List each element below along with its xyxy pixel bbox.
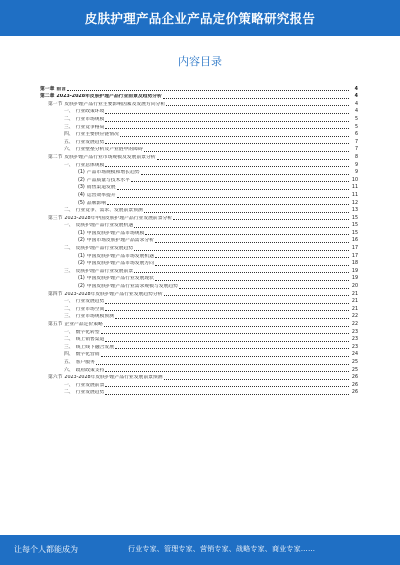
toc-entry-number: 二、 <box>64 208 74 214</box>
toc-leader-dots <box>101 356 349 357</box>
toc-leader-dots <box>105 143 349 144</box>
toc-page-number: 25 <box>351 367 358 373</box>
table-of-contents <box>40 85 358 396</box>
toc-page-number: 4 <box>354 109 358 115</box>
toc-page-number: 9 <box>354 170 358 176</box>
toc-entry-label: 中国市场皮肤护理产品需求分析 <box>86 238 154 244</box>
toc-entry-number: 二、 <box>64 116 74 122</box>
toc-page-number: 23 <box>351 337 358 343</box>
toc-entry-label: 2023-2028年皮肤护理产品行业发展前景预测 <box>64 375 163 381</box>
toc-page-number: 24 <box>351 352 358 358</box>
toc-entry-label: 皮肤护理产品行业发展机遇 <box>75 223 134 229</box>
toc-entry-label: 行业发展趋势 <box>75 390 105 396</box>
toc-page-number: 15 <box>351 230 358 236</box>
toc-entry-number: (1) <box>78 276 85 282</box>
toc-page-number: 19 <box>351 268 358 274</box>
toc-page-number: 5 <box>354 116 358 122</box>
toc-entry[interactable] <box>40 93 358 101</box>
toc-entry-label: 行业发展趋势 <box>75 299 105 305</box>
toc-entry-label: 行业主要供应链情况 <box>75 132 119 138</box>
toc-entry[interactable] <box>40 184 358 192</box>
toc-page-number: 18 <box>351 261 358 267</box>
toc-entry[interactable] <box>40 343 358 351</box>
toc-entry-label: 2023-2028年皮肤护理产品行业前景及趋势分析 <box>56 94 162 100</box>
toc-leader-dots <box>179 288 349 289</box>
toc-leader-dots <box>67 90 349 91</box>
toc-entry[interactable] <box>40 153 358 161</box>
toc-entry-label: 行业壁垒分析及产业链中的障碍 <box>75 147 143 153</box>
toc-leader-dots <box>117 189 349 190</box>
toc-page-number: 15 <box>351 223 358 229</box>
footer-tagline: 行业专家、管理专家、营销专家、战略专家、商业专家…… <box>128 545 316 553</box>
toc-page-number: 12 <box>351 200 358 206</box>
toc-entry-number: (4) <box>78 192 85 198</box>
toc-leader-dots <box>115 348 349 349</box>
toc-page-number: 11 <box>351 185 358 191</box>
toc-entry-label: 中国皮肤护理产品市场发展机遇 <box>86 253 154 259</box>
toc-page-number: 21 <box>351 291 358 297</box>
toc-leader-dots <box>117 197 349 198</box>
toc-entry-label: 前言 <box>56 86 67 92</box>
toc-entry-label: 行业发展前景 <box>75 382 105 388</box>
toc-entry-number: 六、 <box>64 147 74 153</box>
toc-page-number: 23 <box>351 344 358 350</box>
toc-entry[interactable] <box>40 207 358 215</box>
toc-entry-label: 销售渠道发展 <box>86 185 116 191</box>
toc-entry-number: (5) <box>78 200 85 206</box>
toc-leader-dots <box>173 219 349 220</box>
toc-leader-dots <box>131 181 349 182</box>
toc-entry-number: 二、 <box>64 390 74 396</box>
toc-entry-number: 二、 <box>64 306 74 312</box>
toc-entry-label: 产品质量与技术水平 <box>86 177 130 183</box>
toc-page-number: 10 <box>351 177 358 183</box>
toc-entry-label: 行业市场规模 <box>75 116 105 122</box>
toc-entry-number: 三、 <box>64 344 74 350</box>
toc-leader-dots <box>105 310 349 311</box>
toc-entry-label: 数字化营销 <box>75 352 100 358</box>
toc-leader-dots <box>105 121 349 122</box>
toc-page-number: 5 <box>354 124 358 130</box>
toc-entry[interactable] <box>40 237 358 245</box>
toc-entry[interactable] <box>40 351 358 359</box>
toc-leader-dots <box>144 212 349 213</box>
toc-page-number: 16 <box>351 238 358 244</box>
toc-entry-label: 中国皮肤护理产品行业发展现状 <box>86 276 154 282</box>
toc-entry-number: (3) <box>78 185 85 191</box>
toc-entry[interactable] <box>40 389 358 397</box>
toc-entry[interactable] <box>40 115 358 123</box>
toc-entry-number: 四、 <box>64 132 74 138</box>
toc-entry-number: (1) <box>78 170 85 176</box>
toc-entry[interactable] <box>40 320 358 328</box>
toc-entry-number: 四、 <box>64 352 74 358</box>
toc-entry[interactable] <box>40 191 358 199</box>
toc-page-number: 13 <box>351 208 358 214</box>
toc-entry-number: 第一节 <box>48 101 63 107</box>
toc-page-number: 22 <box>351 322 358 327</box>
toc-leader-dots <box>134 227 349 228</box>
toc-entry-number: (2) <box>78 238 85 244</box>
toc-entry-label: 2023-2028年皮肤护理产品行业发展趋势分析 <box>64 291 163 297</box>
toc-entry-label: 线上线下融合发展 <box>75 344 114 350</box>
toc-leader-dots <box>157 159 349 160</box>
toc-entry-label: 行业竞争、需求、发展前景预测 <box>75 208 143 214</box>
toc-leader-dots <box>155 257 349 258</box>
toc-entry[interactable] <box>40 123 358 131</box>
toc-page-number: 21 <box>351 299 358 305</box>
toc-entry-number: (1) <box>78 253 85 259</box>
toc-entry-label: 皮肤护理产品行业发展趋势 <box>75 246 134 252</box>
toc-leader-dots <box>107 204 349 205</box>
toc-entry-label: 企业产品定价策略 <box>64 322 103 327</box>
toc-leader-dots <box>105 113 349 114</box>
toc-entry-label: 产品市场规模和增长趋势 <box>86 170 140 176</box>
toc-page-number: 8 <box>354 154 358 160</box>
toc-entry-number: 第二节 <box>48 154 63 160</box>
toc-entry[interactable] <box>40 275 358 283</box>
toc-entry[interactable] <box>40 260 358 268</box>
toc-entry-label: 线上销售渠道 <box>75 337 105 343</box>
toc-entry-number: 一、 <box>64 382 74 388</box>
toc-entry-label: 皮肤护理产品行业主要影响因素及发展方向分析 <box>64 101 166 107</box>
toc-entry[interactable] <box>40 381 358 389</box>
toc-leader-dots <box>134 250 349 251</box>
toc-page-number: 4 <box>354 101 358 107</box>
toc-entry-number: 第六节 <box>48 375 63 381</box>
toc-entry-number: (2) <box>78 177 85 183</box>
toc-entry[interactable] <box>40 169 358 177</box>
toc-entry-number: 第一章 <box>40 86 55 92</box>
toc-entry[interactable] <box>40 214 358 222</box>
toc-entry-label: 客户服务 <box>75 359 95 365</box>
toc-entry[interactable] <box>40 199 358 207</box>
toc-page-number: 22 <box>351 314 358 320</box>
toc-leader-dots <box>105 386 349 387</box>
toc-leader-dots <box>163 98 349 99</box>
toc-entry[interactable] <box>40 290 358 298</box>
toc-page-number: 15 <box>351 215 358 221</box>
toc-entry[interactable] <box>40 328 358 336</box>
toc-entry-label: 行业市场空间 <box>75 306 105 312</box>
toc-entry-number: (2) <box>78 261 85 267</box>
toc-entry[interactable] <box>40 108 358 116</box>
toc-entry-label: 数字化转型 <box>75 329 100 335</box>
toc-page-number: 26 <box>351 382 358 388</box>
toc-leader-dots <box>96 364 349 365</box>
toc-leader-dots <box>105 128 349 129</box>
toc-entry-label: 2023-2028年中国皮肤护理产品行业发展前景分析 <box>64 215 173 221</box>
toc-entry-number: 一、 <box>64 223 74 229</box>
toc-entry[interactable] <box>40 229 358 237</box>
toc-entry-number: (1) <box>78 230 85 236</box>
toc-leader-dots <box>105 371 349 372</box>
toc-entry[interactable] <box>40 305 358 313</box>
toc-entry-label: 皮肤护理产品行业市场规模及发展前景分析 <box>64 154 156 160</box>
toc-entry-label: 政府政策支持 <box>75 367 105 373</box>
toc-entry[interactable] <box>40 267 358 275</box>
toc-entry[interactable] <box>40 176 358 184</box>
toc-entry[interactable] <box>40 282 358 290</box>
report-title: 皮肤护理产品企业产品定价策略研究报告 <box>84 11 316 26</box>
toc-entry-label: 行业发展趋势 <box>75 139 105 145</box>
toc-entry-label: 行业竞争格局 <box>75 124 105 130</box>
toc-page-number: 17 <box>351 253 358 259</box>
toc-entry[interactable] <box>40 146 358 154</box>
toc-entry[interactable] <box>40 100 358 108</box>
toc-leader-dots <box>164 295 349 296</box>
toc-entry-number: 第二章 <box>40 94 55 100</box>
toc-entry[interactable] <box>40 138 358 146</box>
toc-leader-dots <box>164 379 349 380</box>
toc-entry-number: 一、 <box>64 109 74 115</box>
toc-leader-dots <box>120 136 349 137</box>
toc-entry-number: 三、 <box>64 268 74 274</box>
toc-page-number: 7 <box>354 147 358 153</box>
toc-entry[interactable] <box>40 313 358 321</box>
toc-page-number: 26 <box>351 375 358 381</box>
toc-entry[interactable] <box>40 85 358 93</box>
toc-entry-number: (2) <box>78 284 85 290</box>
toc-leader-dots <box>141 174 349 175</box>
toc-entry[interactable] <box>40 358 358 366</box>
toc-entry-number: 五、 <box>64 359 74 365</box>
toc-entry[interactable] <box>40 131 358 139</box>
toc-leader-dots <box>105 394 349 395</box>
toc-page-number: 21 <box>351 306 358 312</box>
toc-page-number: 25 <box>351 359 358 365</box>
toc-page-number: 6 <box>354 132 358 138</box>
header-banner <box>0 0 400 36</box>
toc-leader-dots <box>166 105 349 106</box>
toc-entry-number: 一、 <box>64 162 74 168</box>
toc-page-number: 11 <box>351 192 358 198</box>
toc-page-number: 9 <box>354 162 358 168</box>
toc-page-number: 17 <box>351 246 358 252</box>
toc-entry[interactable] <box>40 222 358 230</box>
toc-entry[interactable] <box>40 244 358 252</box>
toc-entry-number: 第三节 <box>48 215 63 221</box>
footer-banner <box>0 535 400 565</box>
toc-leader-dots <box>101 333 349 334</box>
toc-leader-dots <box>105 303 349 304</box>
toc-leader-dots <box>104 326 349 327</box>
toc-entry-number: 三、 <box>64 314 74 320</box>
toc-entry[interactable] <box>40 252 358 260</box>
toc-entry[interactable] <box>40 374 358 382</box>
toc-entry-label: 皮肤护理产品行业发展前景 <box>75 268 134 274</box>
toc-entry-label: 运营效率提升 <box>86 192 116 198</box>
toc-leader-dots <box>155 242 349 243</box>
toc-leader-dots <box>105 341 349 342</box>
toc-leader-dots <box>155 280 349 281</box>
toc-entry[interactable] <box>40 366 358 374</box>
toc-page-number: 19 <box>351 276 358 282</box>
toc-entry-number: 二、 <box>64 337 74 343</box>
toc-leader-dots <box>145 234 349 235</box>
toc-page-number: 26 <box>351 390 358 396</box>
toc-leader-dots <box>115 318 349 319</box>
toc-page-number: 23 <box>351 329 358 335</box>
toc-page-number: 20 <box>351 284 358 290</box>
toc-entry-label: 中国皮肤护理产品市场规模 <box>86 230 145 236</box>
toc-entry[interactable] <box>40 298 358 306</box>
toc-leader-dots <box>134 272 349 273</box>
toc-page-number: 4 <box>354 94 358 100</box>
footer-slogan: 让每个人都能成为 <box>14 545 78 554</box>
toc-page-number: 4 <box>354 86 358 92</box>
toc-entry-label: 品牌影响 <box>86 200 106 206</box>
toc-entry-number: 一、 <box>64 329 74 335</box>
toc-page-number: 7 <box>354 139 358 145</box>
toc-entry[interactable] <box>40 161 358 169</box>
toc-entry-number: 五、 <box>64 139 74 145</box>
toc-entry-number: 二、 <box>64 246 74 252</box>
toc-entry-label: 行业总体规模 <box>75 162 105 168</box>
toc-leader-dots <box>155 265 349 266</box>
toc-entry[interactable] <box>40 336 358 344</box>
toc-leader-dots <box>105 166 349 167</box>
toc-entry-number: 三、 <box>64 124 74 130</box>
toc-entry-label: 行业政策环境 <box>75 109 105 115</box>
toc-entry-number: 一、 <box>64 299 74 305</box>
toc-entry-number: 六、 <box>64 367 74 373</box>
toc-entry-label: 中国皮肤护理产品行业需求规模与发展趋势 <box>86 284 178 290</box>
toc-title: 内容目录 <box>178 55 222 68</box>
toc-leader-dots <box>144 151 349 152</box>
toc-entry-number: 第五节 <box>48 322 63 327</box>
toc-entry-number: 第四节 <box>48 291 63 297</box>
toc-entry-label: 中国皮肤护理产品市场发展方向 <box>86 261 154 267</box>
toc-entry-label: 行业市场规模预测 <box>75 314 114 320</box>
